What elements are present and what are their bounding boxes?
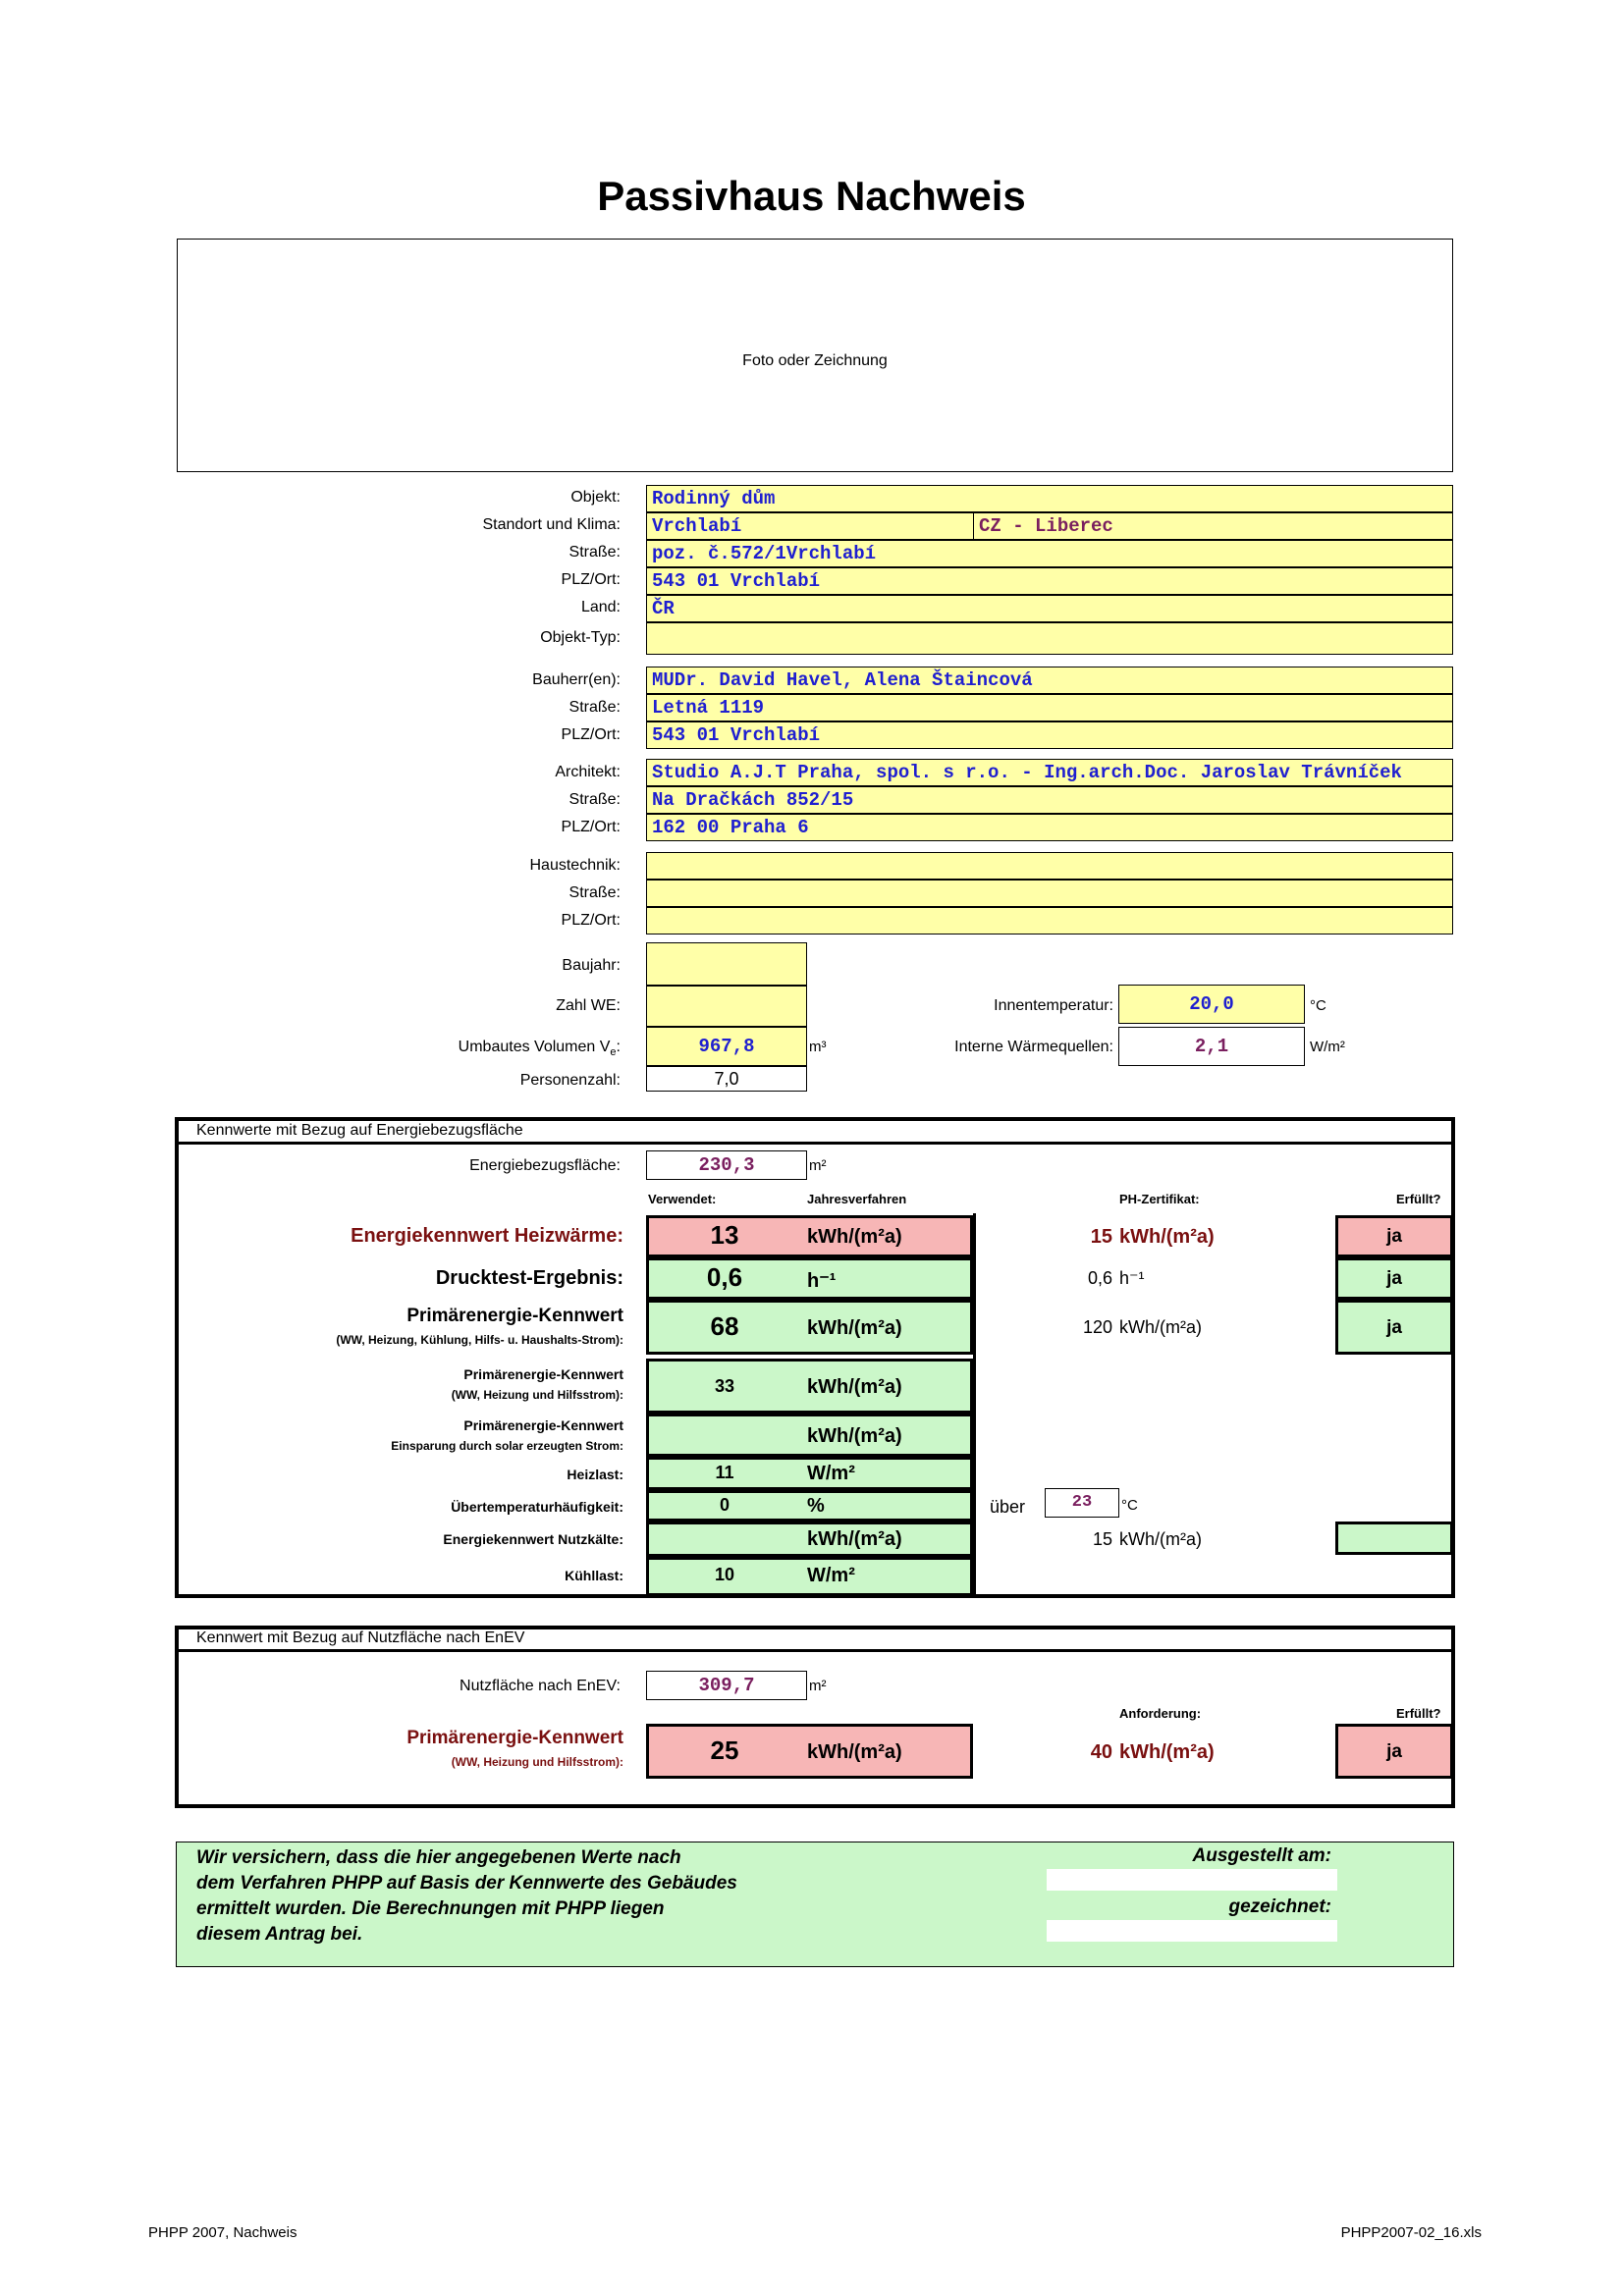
waerme-unit: W/m² xyxy=(1310,1039,1345,1055)
prim-enev-value: 25 xyxy=(710,1735,739,1765)
heiz-ph-unit: kWh/(m²a) xyxy=(1119,1226,1215,1248)
heiz-ph-value: 15 xyxy=(1090,1226,1112,1248)
land-label: Land: xyxy=(580,599,621,615)
architekt-plz-field[interactable]: 162 00 Praha 6 xyxy=(646,814,1453,841)
ueber-label: Übertemperaturhäufigkeit: xyxy=(451,1499,623,1515)
bauherr-plz-label: PLZ/Ort: xyxy=(561,726,621,743)
section-energiebezug-title-line xyxy=(179,1142,1451,1145)
heizlast-unit: W/m² xyxy=(807,1463,855,1484)
architekt-field[interactable]: Studio A.J.T Praha, spol. s r.o. - Ing.arch.Doc. Jaroslav Trávníček xyxy=(646,759,1453,786)
standort-label: Standort und Klima: xyxy=(482,516,621,533)
prim2-sub: (WW, Heizung und Hilfsstrom): xyxy=(451,1388,623,1402)
kuehl-label: Kühllast: xyxy=(565,1568,623,1583)
innentemp-unit: °C xyxy=(1310,997,1326,1014)
personen-field[interactable]: 7,0 xyxy=(646,1066,807,1092)
prim2-value: 33 xyxy=(714,1376,735,1396)
nutz-ph-unit: kWh/(m²a) xyxy=(1119,1529,1202,1549)
druck-ph-unit: h⁻¹ xyxy=(1119,1268,1145,1288)
objekt-plz-field[interactable]: 543 01 Vrchlabí xyxy=(646,567,1453,595)
bauherr-label: Bauherr(en): xyxy=(532,671,621,688)
klima-field[interactable]: CZ - Liberec xyxy=(973,512,1453,540)
section-nutzflaeche-title-line xyxy=(179,1649,1451,1652)
architekt-strasse-label: Straße: xyxy=(568,791,621,808)
standort-field[interactable]: Vrchlabí xyxy=(646,512,974,540)
haustechnik-strasse-field[interactable] xyxy=(646,880,1453,907)
declaration-line-3: ermittelt wurden. Die Berechnungen mit PHPP liegen xyxy=(196,1898,665,1919)
declaration-line-1: Wir versichern, dass die hier angegebenen Werte nach xyxy=(196,1847,681,1868)
prim-enev-label: Primärenergie-Kennwert xyxy=(406,1728,623,1748)
heizlast-value: 11 xyxy=(715,1463,734,1482)
haustechnik-strasse-label: Straße: xyxy=(568,884,621,901)
volumen-unit: m³ xyxy=(809,1039,827,1055)
volumen-label-sub: e xyxy=(610,1046,617,1059)
druck-ph-value: 0,6 xyxy=(1087,1268,1112,1288)
prim1-ph-unit: kWh/(m²a) xyxy=(1119,1317,1202,1337)
ueber-limit-field[interactable]: 23 xyxy=(1045,1488,1119,1518)
bauherr-field[interactable]: MUDr. David Havel, Alena Štaincová xyxy=(646,667,1453,694)
hdr-jahresverfahren: Jahresverfahren xyxy=(807,1192,907,1206)
volumen-label-colon: : xyxy=(616,1039,621,1055)
objekt-plz-label: PLZ/Ort: xyxy=(561,571,621,588)
kuehl-value: 10 xyxy=(714,1565,735,1584)
nutz-erfuellt-cell xyxy=(1335,1522,1453,1555)
prim3-sub: Einsparung durch solar erzeugten Strom: xyxy=(391,1439,623,1453)
section-energiebezug-title: Kennwerte mit Bezug auf Energiebezugsfläche xyxy=(196,1122,523,1139)
prim1-ph-value: 120 xyxy=(1082,1317,1112,1337)
section-nutzflaeche xyxy=(175,1626,1455,1808)
objekt-typ-field[interactable] xyxy=(646,622,1453,655)
hdr-ph-zertifikat: PH-Zertifikat: xyxy=(1119,1192,1200,1206)
hdr-verwendet: Verwendet: xyxy=(648,1192,717,1206)
ueber-unit: % xyxy=(807,1495,825,1517)
nf-unit: m² xyxy=(809,1678,827,1694)
ausgestellt-label: Ausgestellt am: xyxy=(1192,1845,1331,1866)
hdr-erfuellt: Erfüllt? xyxy=(1396,1192,1441,1206)
section-nutzflaeche-title: Kennwert mit Bezug auf Nutzfläche nach EnEV xyxy=(196,1629,525,1646)
architekt-strasse-field[interactable]: Na Dračkách 852/15 xyxy=(646,786,1453,814)
gezeichnet-field[interactable] xyxy=(1047,1920,1337,1942)
land-field[interactable]: ČR xyxy=(646,595,1453,622)
nf-field[interactable]: 309,7 xyxy=(646,1671,807,1700)
volumen-label xyxy=(459,1039,621,1058)
footer-right: PHPP2007-02_16.xls xyxy=(1340,2224,1482,2241)
hdr-anforderung: Anforderung: xyxy=(1119,1706,1202,1721)
ausgestellt-field[interactable] xyxy=(1047,1869,1337,1891)
innentemp-label: Innentemperatur: xyxy=(994,997,1113,1014)
bauherr-plz-field[interactable]: 543 01 Vrchlabí xyxy=(646,721,1453,749)
prim2-unit: kWh/(m²a) xyxy=(807,1376,902,1398)
section1-column-divider xyxy=(973,1213,976,1598)
declaration-line-4: diesem Antrag bei. xyxy=(196,1924,363,1945)
haustechnik-plz-label: PLZ/Ort: xyxy=(561,912,621,929)
objekt-field[interactable]: Rodinný dům xyxy=(646,485,1453,512)
waerme-label: Interne Wärmequellen: xyxy=(954,1039,1113,1055)
haustechnik-field[interactable] xyxy=(646,852,1453,880)
prim1-unit: kWh/(m²a) xyxy=(807,1317,902,1339)
heizlast-label: Heizlast: xyxy=(567,1467,623,1482)
prim1-value: 68 xyxy=(710,1311,739,1341)
haustechnik-label: Haustechnik: xyxy=(529,857,621,874)
architekt-label: Architekt: xyxy=(555,764,621,780)
ueber-limit-unit: °C xyxy=(1121,1497,1138,1514)
prim-enev-sub: (WW, Heizung und Hilfsstrom): xyxy=(451,1755,623,1769)
anf-value: 40 xyxy=(1090,1741,1112,1763)
heiz-unit: kWh/(m²a) xyxy=(807,1226,902,1248)
zahl-we-label: Zahl WE: xyxy=(556,997,621,1014)
prim3-unit: kWh/(m²a) xyxy=(807,1425,902,1447)
druck-value: 0,6 xyxy=(706,1262,743,1292)
nutz-ph-value: 15 xyxy=(1092,1529,1112,1549)
volumen-label-text: Umbautes Volumen V xyxy=(458,1039,611,1055)
heiz-label: Energiekennwert Heizwärme: xyxy=(351,1225,623,1247)
declaration-text xyxy=(196,1845,737,1948)
ebf-field[interactable]: 230,3 xyxy=(646,1150,807,1180)
druck-erfuellt: ja xyxy=(1386,1268,1402,1289)
footer-left: PHPP 2007, Nachweis xyxy=(148,2224,298,2241)
druck-unit: h⁻¹ xyxy=(807,1270,837,1292)
gezeichnet-label: gezeichnet: xyxy=(1228,1896,1331,1917)
page-title: Passivhaus Nachweis xyxy=(597,173,1026,219)
prim-enev-unit: kWh/(m²a) xyxy=(807,1741,902,1763)
innentemp-field[interactable]: 20,0 xyxy=(1118,985,1305,1024)
prim3-label: Primärenergie-Kennwert xyxy=(463,1417,623,1433)
prim1-label: Primärenergie-Kennwert xyxy=(406,1306,623,1326)
objekt-strasse-label: Straße: xyxy=(568,544,621,561)
objekt-label: Objekt: xyxy=(570,489,621,506)
waerme-field[interactable]: 2,1 xyxy=(1118,1027,1305,1066)
personen-label: Personenzahl: xyxy=(519,1072,621,1089)
nf-label: Nutzfläche nach EnEV: xyxy=(460,1678,621,1694)
volumen-field[interactable]: 967,8 xyxy=(646,1027,807,1066)
declaration-line-2: dem Verfahren PHPP auf Basis der Kennwerte des Gebäudes xyxy=(196,1873,737,1894)
ueber-value: 0 xyxy=(719,1495,730,1515)
anf-unit: kWh/(m²a) xyxy=(1119,1741,1215,1763)
prim1-sub: (WW, Heizung, Kühlung, Hilfs- u. Haushalts-Strom): xyxy=(336,1333,623,1347)
nutz-unit: kWh/(m²a) xyxy=(807,1528,902,1550)
zahl-we-field[interactable] xyxy=(646,986,807,1027)
haustechnik-plz-field[interactable] xyxy=(646,907,1453,934)
baujahr-field[interactable] xyxy=(646,942,807,986)
photo-placeholder: Foto oder Zeichnung xyxy=(742,352,888,369)
objekt-typ-label: Objekt-Typ: xyxy=(540,629,621,646)
kuehl-unit: W/m² xyxy=(807,1565,855,1586)
prim2-label: Primärenergie-Kennwert xyxy=(463,1366,623,1382)
architekt-plz-label: PLZ/Ort: xyxy=(561,819,621,835)
baujahr-label: Baujahr: xyxy=(562,957,621,974)
druck-label: Drucktest-Ergebnis: xyxy=(435,1267,623,1289)
bauherr-strasse-label: Straße: xyxy=(568,699,621,716)
objekt-strasse-field[interactable]: poz. č.572/1Vrchlabí xyxy=(646,540,1453,567)
prim-enev-erfuellt: ja xyxy=(1386,1741,1402,1762)
prim1-erfuellt: ja xyxy=(1386,1317,1402,1338)
ebf-unit: m² xyxy=(809,1157,827,1174)
heiz-value: 13 xyxy=(710,1220,739,1250)
ebf-label: Energiebezugsfläche: xyxy=(469,1157,621,1174)
ueber-limit-label: über xyxy=(990,1497,1026,1517)
hdr2-erfuellt: Erfüllt? xyxy=(1396,1706,1441,1721)
nutz-label: Energiekennwert Nutzkälte: xyxy=(443,1531,623,1547)
heiz-erfuellt: ja xyxy=(1386,1226,1402,1247)
bauherr-strasse-field[interactable]: Letná 1119 xyxy=(646,694,1453,721)
